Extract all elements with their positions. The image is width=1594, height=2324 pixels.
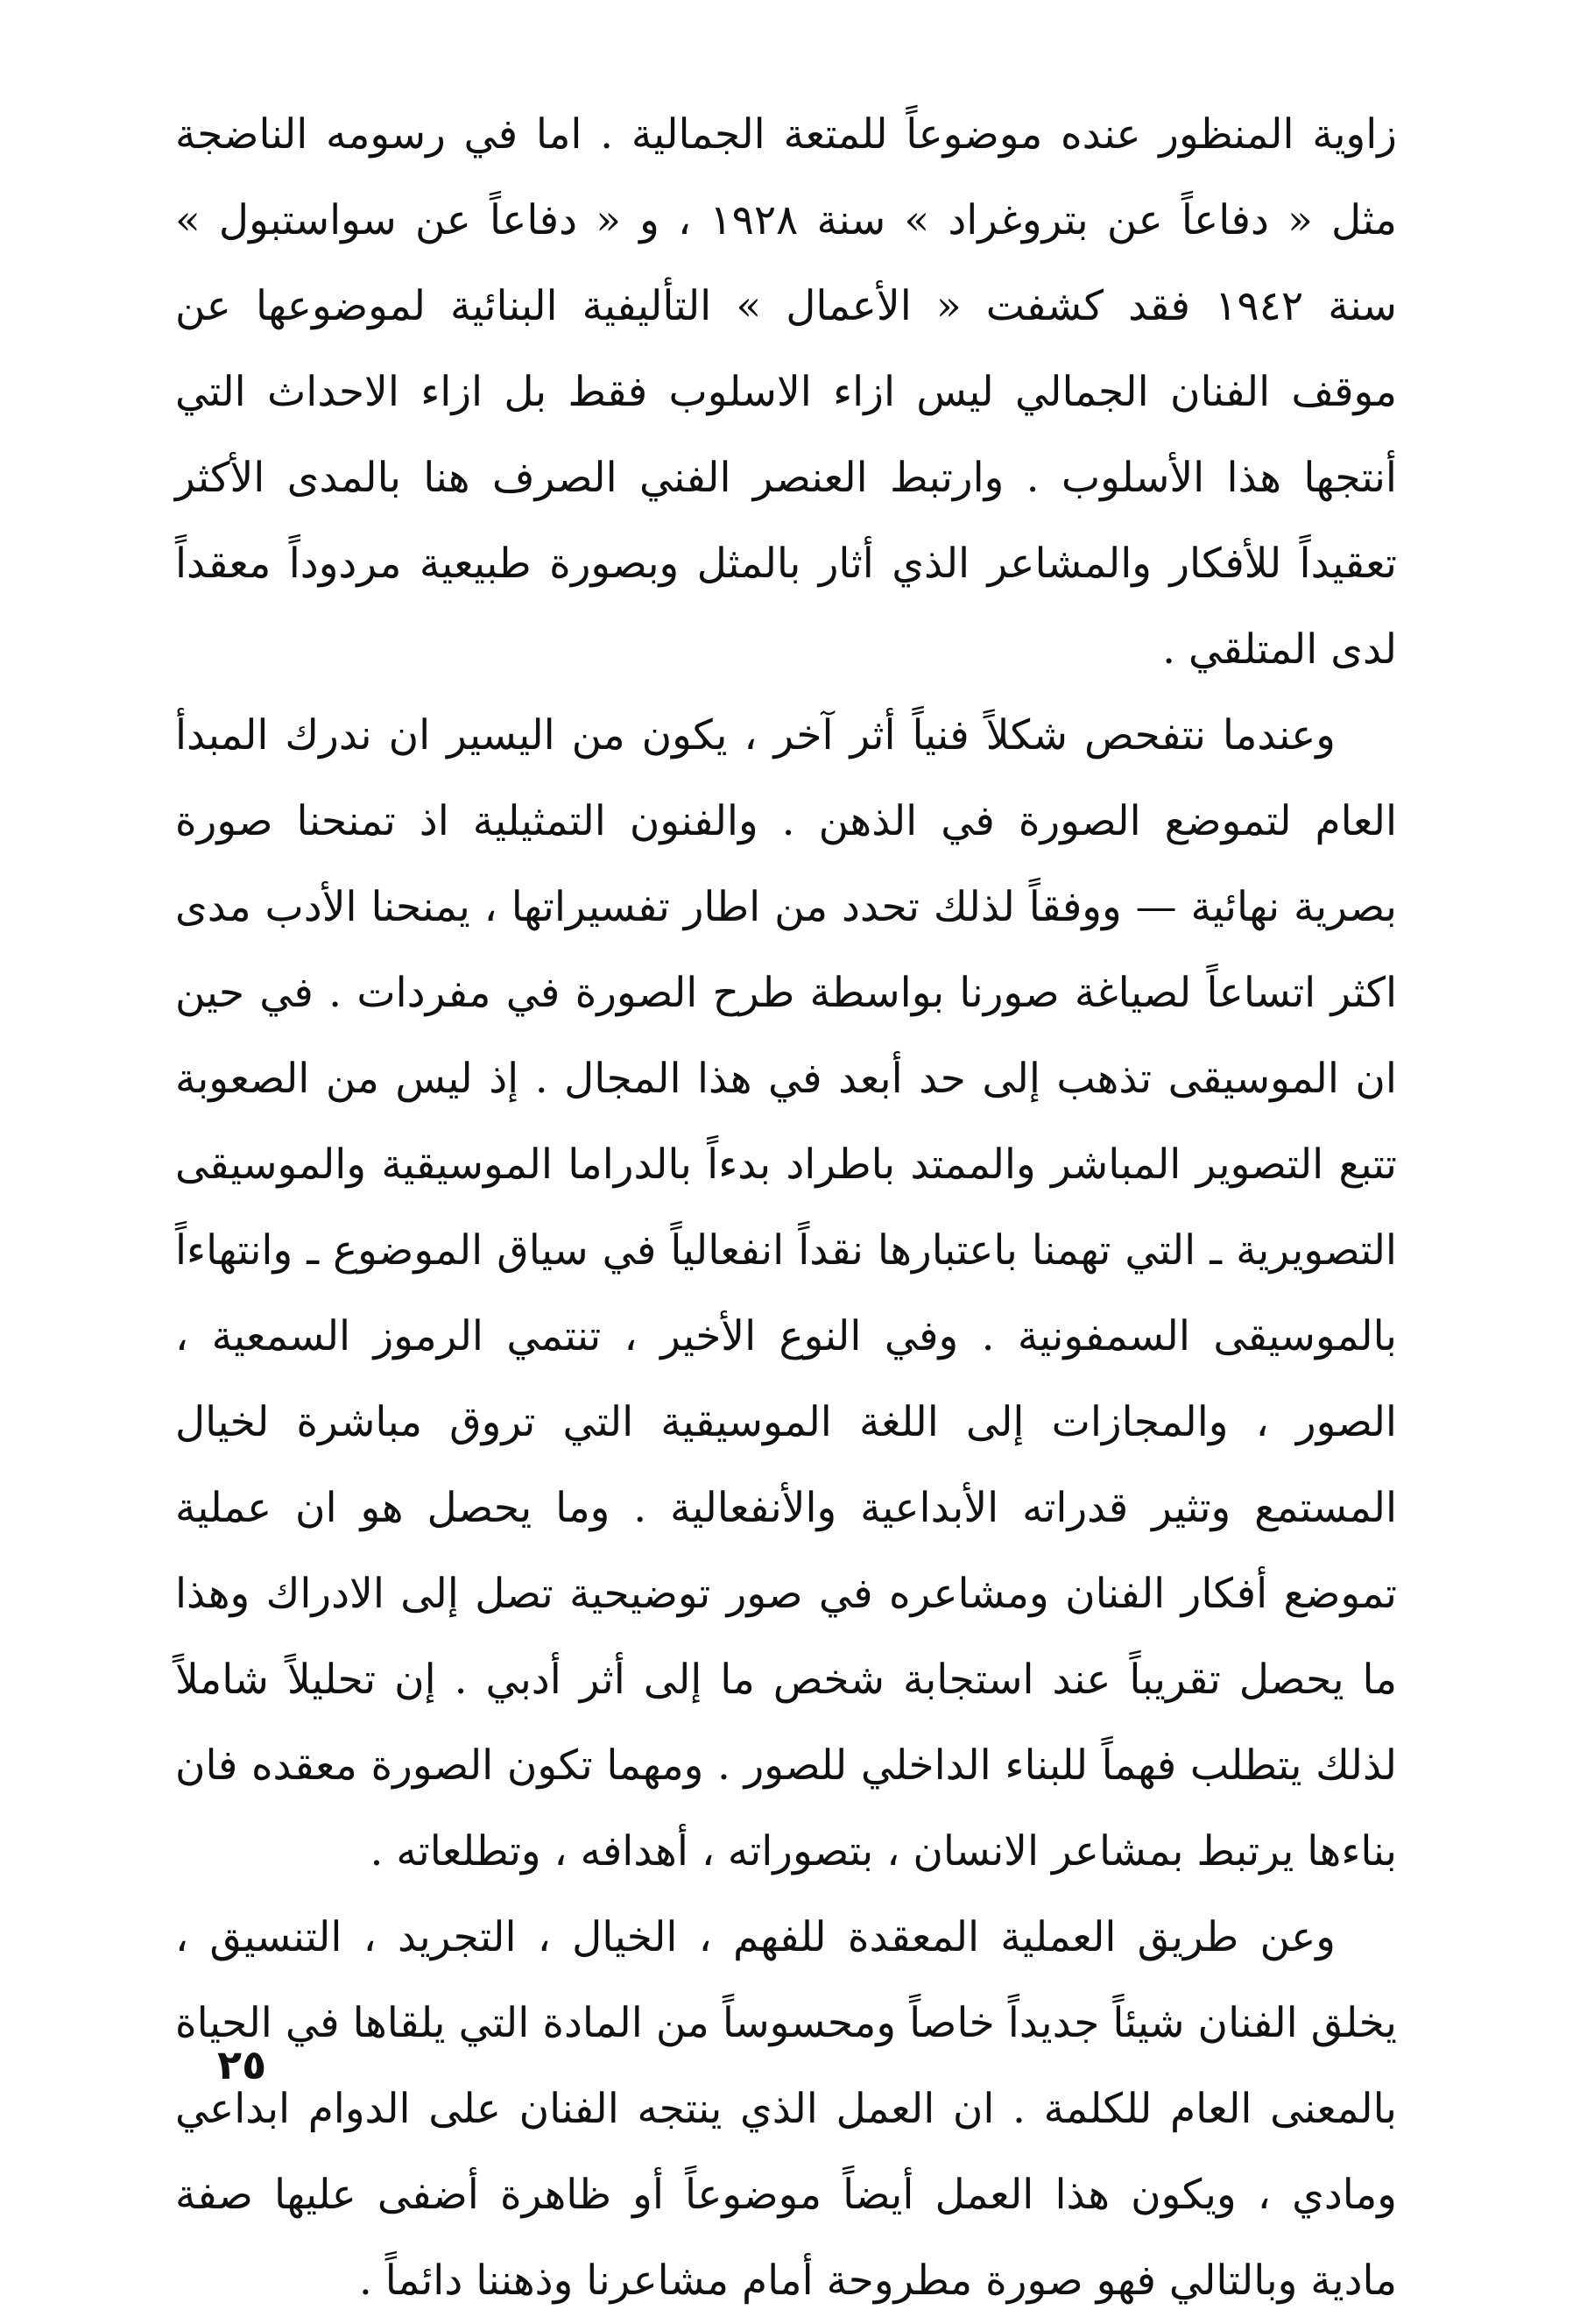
paragraph-1: زاوية المنظور عنده موضوعاً للمتعة الجمالية . اما في رسومه الناضجة مثل « دفاعاً عن بتروغراد » سنة ١٩٢٨ ، و « دفاعاً عن سواستبول » سنة ١٩٤٢ فقد كشفت « الأعمال » التأليفية البنائية لموضوعها عن موقف الفنان الجمالي ليس ازاء الاسلوب فقط بل ازاء الاحداث التي أنتجها هذا الأسلوب . وارتبط العنصر الفني الصرف هنا بالمدى الأكثر تعقيداً للأفكار والمشاعر الذي أثار بالمثل وبصورة طبيعية مردوداً معقداً لدى المتلقي . [175,110,1398,674]
paragraph-3: وعن طريق العملية المعقدة للفهم ، الخيال ، التجريد ، التنسيق ، يخلق الفنان شيئاً جديداً خاصاً ومحسوساً من المادة التي يلقاها في الحياة بالمعنى العام للكلمة . ان العمل الذي ينتجه الفنان على الدوام ابداعي ومادي ، ويكون هذا العمل أيضاً موضوعاً أو ظاهرة أضفى عليها صفة مادية وبالتالي فهو صورة مطروحة أمام مشاعرنا وذهننا دائماً . [175,1913,1397,2305]
paragraph-2: وعندما نتفحص شكلاً فنياً أثر آخر ، يكون من اليسير ان ندرك المبدأ العام لتموضع الصورة في الذهن . والفنون التمثيلية اذ تمنحنا صورة بصرية نهائية — ووفقاً لذلك تحدد من اطار تفسيراتها ، يمنحنا الأدب مدى اكثر اتساعاً لصياغة صورنا بواسطة طرح الصورة في مفردات . في حين ان الموسيقى تذهب إلى حد أبعد في هذا المجال . إذ ليس من الصعوبة تتبع التصوير المباشر والممتد باطراد بدءاً بالدراما الموسيقية والموسيقى التصويرية ـ التي تهمنا باعتبارها نقداً انفعالياً في سياق الموضوع ـ وانتهاءاً بالموسيقى السمفونية . وفي النوع الأخير ، تنتمي الرموز السمعية ، الصور ، والمجازات إلى اللغة الموسيقية التي تروق مباشرة لخيال المستمع وتثير قدراته الأبداعية والأنفعالية . وما يحصل هو ان عملية تموضع أفكار الفنان ومشاعره في صور توضيحية تصل إلى الادراك وهذا ما يحصل تقريباً عند استجابة شخص ما إلى أثر أدبي . إن تحليلاً شاملاً لذلك يتطلب فهماً للبناء الداخلي للصور . ومهما تكون الصورة معقده فان بناءها يرتبط بمشاعر الانسان ، بتصوراته ، أهدافه ، وتطلعاته . [175,711,1397,1875]
body-text [175,92,1397,2324]
page-number: ٢٥ [217,2041,267,2088]
